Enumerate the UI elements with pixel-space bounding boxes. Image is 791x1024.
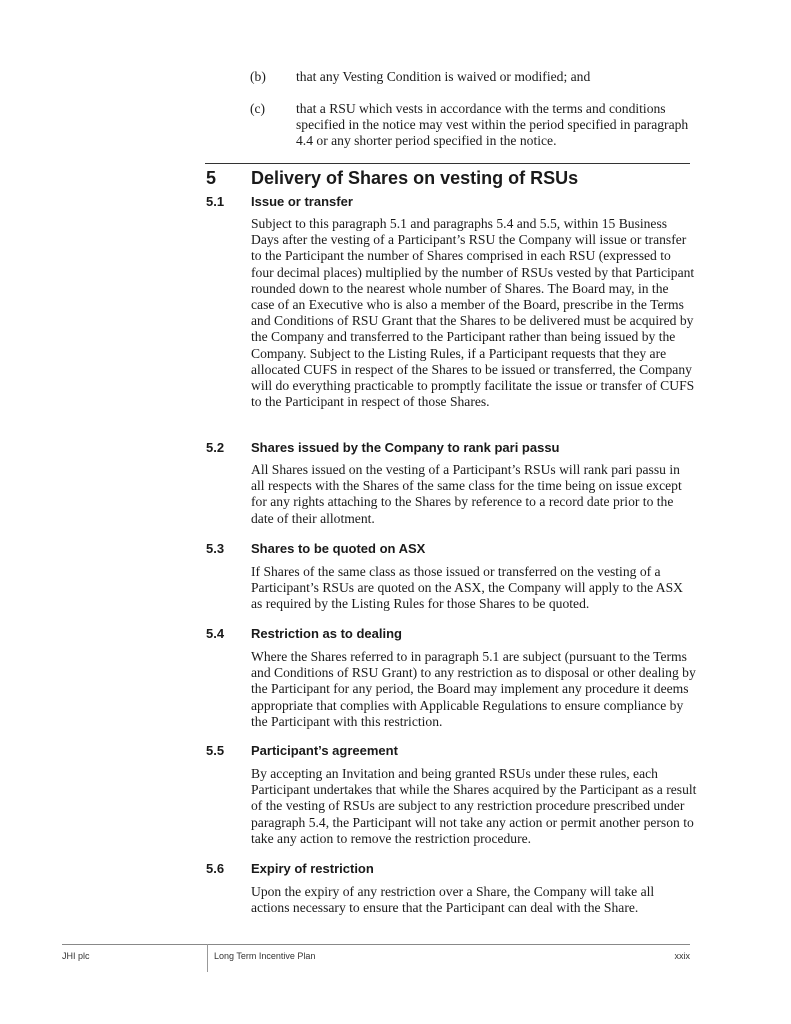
paragraph-text: All Shares issued on the vesting of a Participant’s RSUs will rank pari passu in all respects with the Shares of the same class for the time being on issue except for any rights attaching to the Shares by reference to a record date prior to the date of their allotment. <box>251 462 682 526</box>
subsection-number: 5.5 <box>206 743 225 758</box>
list-item-label: (c) <box>250 101 266 116</box>
subsection-title: Participant’s agreement <box>251 743 398 758</box>
paragraph-text: Upon the expiry of any restriction over a Share, the Company will take all actions necessary to ensure that the Participant can deal with the Share. <box>251 884 655 916</box>
list-item-text: that a RSU which vests in accordance with the terms and conditions specified in the notice may vest within the period specified in paragraph 4.4 or any shorter period specified in the notice. <box>296 101 689 149</box>
section-title: Delivery of Shares on vesting of RSUs <box>251 168 579 188</box>
footer-separator <box>207 944 208 972</box>
subsection-number: 5.2 <box>206 440 225 455</box>
section-divider <box>205 163 690 164</box>
footer-page-number: xxix <box>674 951 690 961</box>
subsection-body <box>251 884 691 916</box>
subsection-body <box>251 649 697 730</box>
subsection-body <box>251 216 695 410</box>
subsection-title: Shares to be quoted on ASX <box>251 541 426 556</box>
list-item-label: (b) <box>250 69 266 84</box>
subsection-title: Restriction as to dealing <box>251 626 402 641</box>
subsection-title: Expiry of restriction <box>251 861 374 876</box>
subsection-title: Issue or transfer <box>251 194 353 209</box>
paragraph-text: Subject to this paragraph 5.1 and paragraphs 5.4 and 5.5, within 15 Business Days after the vesting of a Participant’s RSU the Company will issue or transfer to the Participant the number of Shares comprised in each RSU (expressed to four decimal places) multiplied by the number of RSUs vested by that Participant rounded down to the nearest whole number of Shares. The Board may, in the case of an Executive who is also a member of the Board, prescribe in the Terms and Conditions of RSU Grant that the Shares to be delivered must be acquired by the Company and transferred to the Participant rather than being issued by the Company. Subject to the Listing Rules, if a Participant requests that they are allocated CUFS in respect of the Shares to be issued or transferred, the Company will do everything practicable to promptly facilitate the issue or transfer of CUFS to the Participant in respect of those Shares. <box>251 216 695 410</box>
subsection-number: 5.1 <box>206 194 225 209</box>
subsection-number: 5.3 <box>206 541 225 556</box>
footer-company: JHI plc <box>62 951 90 961</box>
paragraph-text: By accepting an Invitation and being granted RSUs under these rules, each Participant undertakes that while the Shares acquired by the Participant as a result of the vesting of RSUs are subject to any restriction procedure prescribed under paragraph 5.4, the Participant will not take any action or permit another person to take any action to remove the restriction procedure. <box>251 766 697 846</box>
section-number: 5 <box>206 168 217 188</box>
subsection-body <box>251 766 697 847</box>
footer-document-title: Long Term Incentive Plan <box>214 951 316 961</box>
paragraph-text: If Shares of the same class as those issued or transferred on the vesting of a Participant’s RSUs are quoted on the ASX, the Company will apply to the ASX as required by the Listing Rules for those Shares to be quoted. <box>251 564 683 612</box>
subsection-number: 5.6 <box>206 861 225 876</box>
paragraph-text: Where the Shares referred to in paragraph 5.1 are subject (pursuant to the Terms and Conditions of RSU Grant) to any restriction as to disposal or other dealing by the Participant for any period, the Board may implement any procedure it deems appropriate that complies with Applicable Regulations to ensure compliance by the Participant with this restriction. <box>251 649 696 729</box>
subsection-body <box>251 462 691 527</box>
footer-divider <box>62 944 690 945</box>
subsection-title: Shares issued by the Company to rank pari passu <box>251 440 560 455</box>
subsection-body <box>251 564 697 613</box>
list-item-text: that any Vesting Condition is waived or modified; and <box>296 69 591 84</box>
subsection-number: 5.4 <box>206 626 225 641</box>
